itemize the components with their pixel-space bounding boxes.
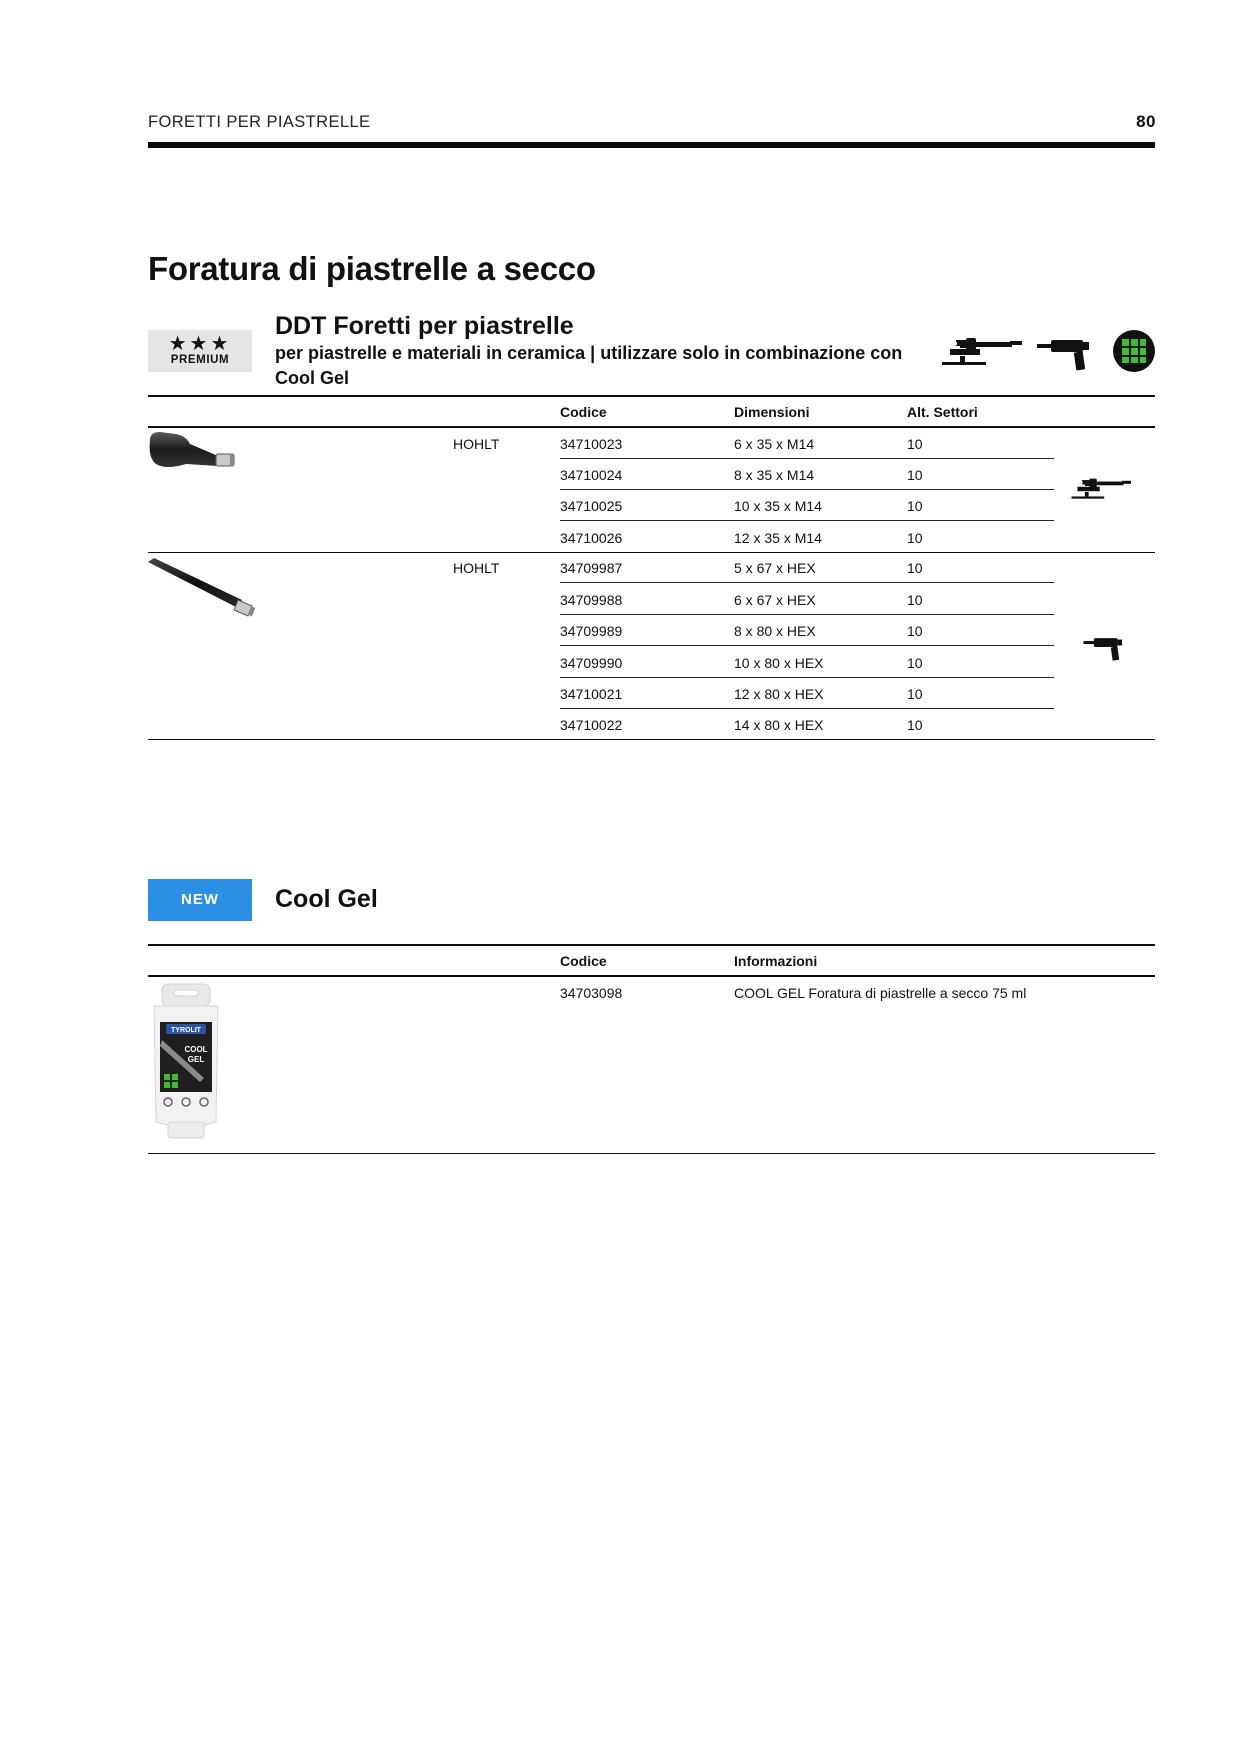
cell-dimensions: 10 x 35 x M14 — [734, 498, 822, 514]
table-head-rule — [148, 975, 1155, 977]
hohlt-m14-bit-image — [146, 430, 246, 490]
row-divider — [560, 458, 1054, 459]
new-badge: NEW — [148, 879, 252, 921]
cell-sectors: 10 — [907, 560, 923, 576]
group-type-label: HOHLT — [453, 560, 500, 576]
cell-dimensions: 12 x 80 x HEX — [734, 686, 824, 702]
product-title: DDT Foretti per piastrelle — [275, 312, 574, 340]
row-divider — [560, 645, 1054, 646]
row-divider — [560, 582, 1054, 583]
cell-sectors: 10 — [907, 530, 923, 546]
svg-text:COOL: COOL — [184, 1045, 208, 1054]
cell-dimensions: 14 x 80 x HEX — [734, 717, 824, 733]
col-header-code: Codice — [560, 953, 607, 969]
cell-code: 34710021 — [560, 686, 623, 702]
table-head-rule — [148, 426, 1155, 428]
cell-sectors: 10 — [907, 686, 923, 702]
cool-gel-tube-image — [146, 982, 226, 1144]
cell-sectors: 10 — [907, 655, 923, 671]
stars-icon: ★★★ — [168, 333, 232, 355]
cell-info: COOL GEL Foratura di piastrelle a secco 75 ml — [734, 985, 1027, 1001]
table-top-rule — [148, 944, 1155, 946]
page-header-section: FORETTI PER PIASTRELLE — [148, 113, 371, 131]
angle-grinder-icon — [940, 332, 1026, 372]
svg-text:GEL: GEL — [187, 1055, 205, 1064]
cell-dimensions: 8 x 35 x M14 — [734, 467, 815, 483]
table-bottom-rule — [148, 739, 1155, 740]
col-header-dimensions: Dimensioni — [734, 404, 810, 420]
cell-dimensions: 10 x 80 x HEX — [734, 655, 824, 671]
cell-sectors: 10 — [907, 436, 923, 452]
cell-code: 34710025 — [560, 498, 623, 514]
cell-code: 34709988 — [560, 592, 623, 608]
cell-code: 34710024 — [560, 467, 623, 483]
page-title: Foratura di piastrelle a secco — [148, 250, 596, 287]
angle-grinder-icon — [1070, 474, 1134, 504]
premium-label: PREMIUM — [170, 354, 230, 366]
group-type-label: HOHLT — [453, 436, 500, 452]
cell-sectors: 10 — [907, 592, 923, 608]
cell-code: 34710023 — [560, 436, 623, 452]
hohlt-hex-bit-image — [146, 556, 266, 636]
svg-text:TYROLIT: TYROLIT — [171, 1027, 201, 1034]
cell-dimensions: 5 x 67 x HEX — [734, 560, 816, 576]
cell-code: 34709987 — [560, 560, 623, 576]
row-divider — [560, 708, 1054, 709]
cell-sectors: 10 — [907, 623, 923, 639]
drill-icon — [1082, 632, 1128, 662]
row-divider — [560, 614, 1054, 615]
cell-dimensions: 12 x 35 x M14 — [734, 530, 822, 546]
col-header-info: Informazioni — [734, 953, 818, 969]
product-title: Cool Gel — [275, 885, 378, 913]
col-header-sectors: Alt. Settori — [907, 404, 978, 420]
drill-icon — [1035, 332, 1097, 372]
product-subtitle: per piastrelle e materiali in ceramica | utilizzare solo in combinazione con Cool Gel — [275, 343, 903, 388]
premium-badge — [148, 330, 252, 372]
application-icons — [940, 330, 1155, 372]
cell-dimensions: 6 x 35 x M14 — [734, 436, 815, 452]
table-bottom-rule — [148, 1153, 1155, 1154]
row-divider — [560, 677, 1054, 678]
row-divider — [560, 489, 1054, 490]
cell-code: 34710026 — [560, 530, 623, 546]
cell-code: 34709990 — [560, 655, 623, 671]
cell-sectors: 10 — [907, 467, 923, 483]
page-number: 80 — [1136, 112, 1156, 131]
row-divider — [560, 520, 1054, 521]
table-top-rule — [148, 395, 1155, 397]
cell-dimensions: 8 x 80 x HEX — [734, 623, 816, 639]
green-tile-icon — [1113, 330, 1155, 372]
col-header-code: Codice — [560, 404, 607, 420]
cell-dimensions: 6 x 67 x HEX — [734, 592, 816, 608]
header-rule — [148, 142, 1155, 148]
cell-code: 34709989 — [560, 623, 623, 639]
cell-sectors: 10 — [907, 717, 923, 733]
cell-code: 34710022 — [560, 717, 623, 733]
group-divider — [148, 552, 1155, 553]
cell-sectors: 10 — [907, 498, 923, 514]
cell-code: 34703098 — [560, 985, 623, 1001]
